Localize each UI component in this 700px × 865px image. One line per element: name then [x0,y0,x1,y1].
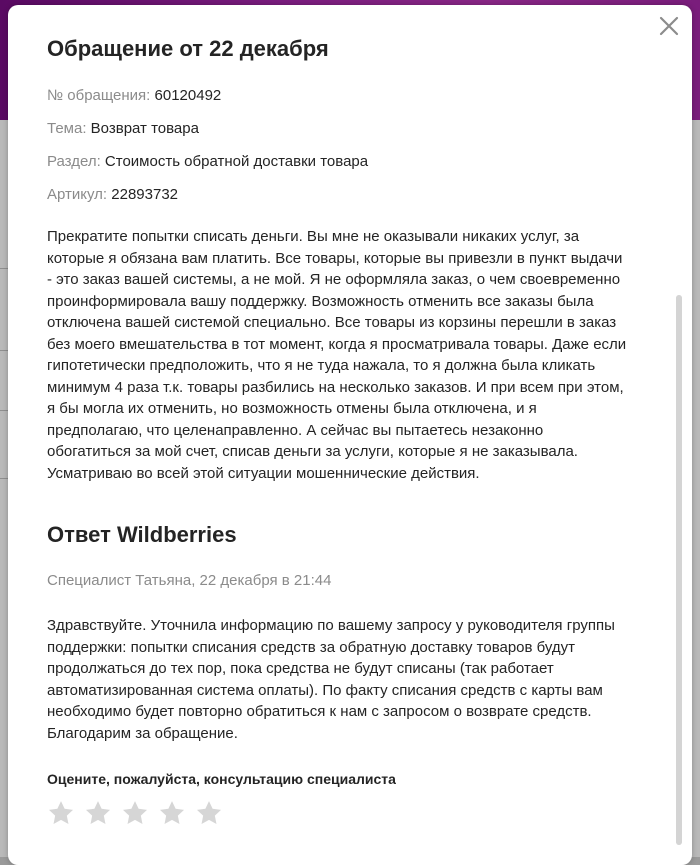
message-line: обогатиться за мой счет, списав деньги за услуги, которые я не заказывала. [47,443,578,460]
specialist-info: Специалист Татьяна, 22 декабря в 21:44 [47,572,332,589]
topic-row [47,120,199,137]
article-row [47,186,178,203]
request-number-label: № обращения: [47,87,151,104]
answer-title: Ответ Wildberries [47,522,237,547]
backdrop-divider [0,350,8,351]
rating-prompt: Оцените, пожалуйста, консультацию специалиста [47,771,396,787]
star-icon[interactable] [195,799,223,827]
message-line: - это заказ вашей системы, а не мой. Я не оформляла заказ, о чем своевременно [47,271,621,288]
modal-title: Обращение от 22 декабря [47,36,329,61]
star-icon[interactable] [47,799,75,827]
message-line: Прекратите попытки списать деньги. Вы мне не оказывали никаких услуг, за [47,228,580,245]
rating-stars [47,799,223,827]
backdrop-divider [0,410,8,411]
star-icon[interactable] [84,799,112,827]
request-number-row [47,87,221,104]
message-line: Усматриваю во всей этой ситуации мошеннические действия. [47,464,480,482]
request-details-modal [8,5,692,865]
message-line: предполагаю, что целенаправленно. А сейчас вы пытаетесь незаконно [47,421,544,439]
backdrop-divider [0,268,8,269]
topic-value: Возврат товара [90,120,199,137]
customer-message [47,226,659,484]
scrollbar-thumb[interactable] [676,295,682,845]
answer-line: необходимо будет повторно обратиться к нам с запросом о возврате средств. [47,703,592,720]
answer-message [47,615,659,744]
backdrop-divider [0,478,8,479]
scrollbar-track[interactable] [676,295,682,845]
answer-line: поддержки: попытки списания средств за обратную доставку товаров будут [47,638,576,656]
section-value: Стоимость обратной доставки товара [104,153,369,170]
message-line: минимум 4 раза т.к. товары разбились на несколько заказов. И при всем при этом, [47,378,624,396]
star-icon[interactable] [158,799,186,827]
message-line: я бы могла их отменить, но возможность отмены была отключена, и я [47,400,537,417]
answer-line: автоматизированная система оплаты). По факту списания средств с карты вам [47,681,603,699]
article-label: Артикул: [47,186,108,203]
section-label: Раздел: [47,153,101,170]
section-row [47,153,368,170]
star-icon[interactable] [121,799,149,827]
close-icon[interactable] [658,15,680,37]
request-number-value: 60120492 [154,87,222,104]
answer-line: Здравствуйте. Уточнила информацию по вашему запросу у руководителя группы [47,617,615,634]
topic-label: Тема: [47,120,87,137]
article-value: 22893732 [111,186,179,203]
message-line: гипотетически предположить, что я не туда нажала, то я должна была кликать [47,357,596,374]
message-line: проинформировала вашу поддержку. Возможность отменить все заказы была [47,292,594,310]
message-line: которые я обязана вам платить. Все товары, которые вы привезли в пункт выдачи [47,249,623,267]
answer-line: Благодарим за обращение. [47,724,238,742]
answer-line: продолжаться до тех пор, пока средства не будут списаны (так работает [47,660,554,677]
message-line: отключена вашей системой специально. Все товары из корзины перешли в заказ [47,314,617,331]
message-line: без моего вмешательства в тот момент, когда я просматривала товары. Даже если [47,335,627,353]
